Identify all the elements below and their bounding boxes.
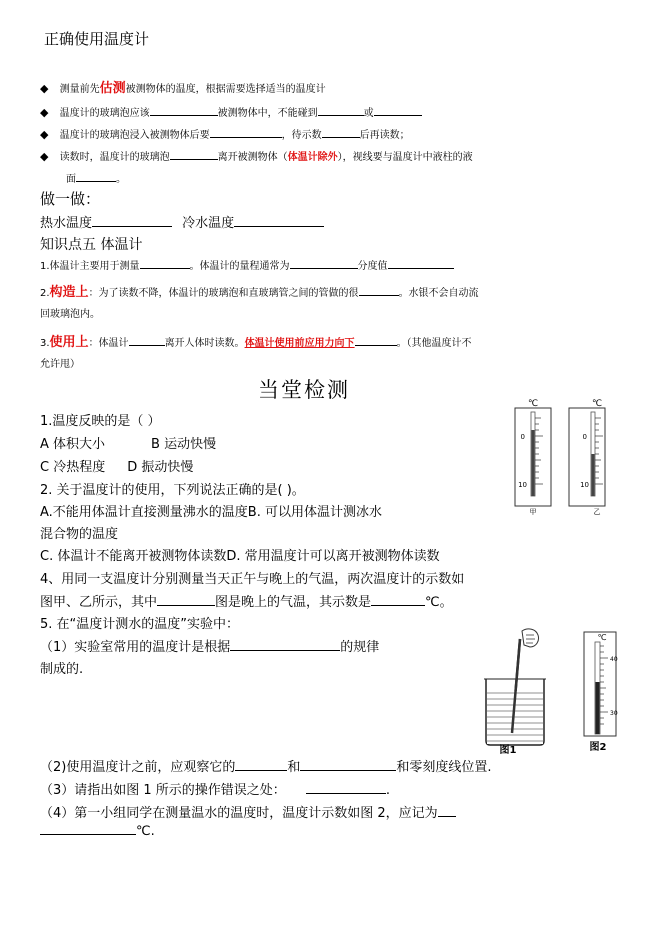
text: ℃. (136, 824, 155, 839)
text: 3. (40, 338, 50, 349)
answer-blank[interactable] (235, 760, 287, 771)
tick-label: 0 (582, 433, 587, 441)
text: 图甲、乙所示，其中 (40, 595, 158, 610)
q5-part-2 (40, 756, 492, 775)
answer-blank[interactable] (210, 127, 282, 138)
answer-blank[interactable] (40, 824, 136, 835)
text: 后再读数； (359, 130, 410, 141)
bullet-4 (40, 148, 473, 163)
answer-blank[interactable] (150, 105, 218, 116)
section-heading: 正确使用温度计 (44, 30, 150, 48)
kp5-line-1 (40, 257, 454, 272)
figure-2-caption: 图2 (589, 742, 607, 753)
text: 的规律 (340, 640, 380, 655)
option-a[interactable]: A 体积大小 (40, 437, 106, 452)
beaker-figure-1 (478, 625, 560, 755)
answer-blank[interactable] (129, 335, 165, 346)
bullet-4-cont (66, 170, 126, 185)
question-2: 2. 关于温度计的使用，下列说法正确的是( )。 (40, 483, 305, 498)
text: ），视线要与温度计中液柱的液 (337, 152, 473, 163)
test-title: 当堂检测 (258, 378, 350, 402)
text: （2)使用温度计之前，应观察它的 (40, 760, 236, 775)
tick-label: 10 (518, 481, 527, 489)
answer-blank[interactable] (374, 105, 422, 116)
kp5-title: 知识点五 体温计 (40, 237, 143, 253)
thermometer-yi (569, 399, 605, 516)
text: （1）实验室常用的温度计是根据 (40, 640, 231, 655)
answer-blank[interactable] (157, 595, 215, 606)
tick-label: 30 (610, 710, 618, 717)
text: 温度计的玻璃泡应该 (59, 108, 150, 119)
text: 冷水温度 (182, 216, 235, 231)
highlight: 估测 (99, 81, 126, 96)
kp5-line-2 (40, 281, 479, 300)
q1-options-ab (40, 433, 216, 452)
kp5-line-3-cont: 允许甩） (40, 359, 80, 370)
option-c[interactable]: C 冷热程度 (40, 460, 106, 475)
bullet-3 (40, 126, 410, 141)
thermometer-figure-2 (578, 628, 628, 754)
bullet-2 (40, 104, 422, 119)
text: 。水银不会自动流 (398, 288, 479, 299)
caption-jia: 甲 (529, 508, 537, 516)
q5-part-3 (40, 779, 390, 798)
text: 分度值 (357, 261, 388, 272)
text: . (385, 783, 390, 798)
highlight: 使用上 (49, 335, 89, 350)
question-4: 4、用同一支温度计分别测量当天正午与晚上的气温，两次温度计的示数如 (40, 572, 465, 587)
tick-label: 10 (580, 481, 589, 489)
highlight: 体温计使用前应用力向下 (244, 338, 355, 349)
thermometers-jia-yi-figure (505, 394, 625, 516)
text: 离开被测物体（ (217, 152, 288, 163)
highlight: 体温计除外 (287, 152, 338, 163)
unit-label: ℃ (527, 399, 539, 409)
q2-option-ab[interactable]: A.不能用体温计直接测量沸水的温度B. 可以用体温计测冰水 (40, 505, 382, 520)
q5-part-1 (40, 636, 379, 655)
highlight: 构造上 (49, 285, 89, 300)
text: ℃。 (425, 595, 453, 610)
unit-label: ℃ (597, 633, 607, 642)
answer-blank[interactable] (322, 127, 360, 138)
answer-blank[interactable] (140, 258, 190, 269)
answer-blank[interactable] (234, 216, 324, 227)
answer-blank[interactable] (438, 806, 456, 817)
answer-blank[interactable] (318, 105, 364, 116)
diamond-bullet-icon: ◆ (40, 82, 49, 95)
text: 图是晚上的气温，其示数是 (215, 595, 372, 610)
answer-blank[interactable] (92, 216, 172, 227)
text: 。体温计的量程通常为 (189, 261, 290, 272)
option-b[interactable]: B 运动快慢 (151, 437, 217, 452)
answer-blank[interactable] (306, 783, 386, 794)
figure-1-caption: 图1 (499, 745, 517, 755)
tick-label: 0 (520, 433, 525, 441)
text: 离开人体时读数。 (164, 338, 245, 349)
text: 和 (287, 760, 301, 775)
answer-blank[interactable] (76, 171, 116, 182)
unit-label: ℃ (591, 399, 603, 409)
text: 2. (40, 288, 50, 299)
text: 和零刻度线位置. (396, 760, 492, 775)
diamond-bullet-icon: ◆ (40, 128, 49, 141)
text: 读数时，温度计的玻璃泡 (59, 152, 170, 163)
text: 被测物体中，不能碰到 (217, 108, 318, 119)
bullet-1 (40, 77, 326, 96)
kp5-line-3 (40, 331, 472, 350)
q2-option-ab-cont: 混合物的温度 (40, 527, 119, 542)
question-4-cont (40, 591, 453, 610)
caption-yi: 乙 (593, 508, 601, 516)
q5-part-1-cont: 制成的. (40, 662, 84, 677)
text: 。 (116, 174, 126, 185)
answer-blank[interactable] (355, 335, 397, 346)
diamond-bullet-icon: ◆ (40, 106, 49, 119)
hand-icon (522, 629, 539, 647)
text: 被测物体的温度，根据需要选择适当的温度计 (125, 84, 326, 95)
text: ：体温计 (88, 338, 129, 349)
tick-label: 40 (610, 656, 618, 663)
q1-options-cd (40, 456, 193, 475)
answer-blank[interactable] (170, 149, 218, 160)
diamond-bullet-icon: ◆ (40, 150, 49, 163)
text: 温度计的玻璃泡浸入被测物体后要 (59, 130, 210, 141)
q5-part-4 (40, 802, 456, 821)
question-5: 5. 在“温度计测水的温度”实验中： (40, 617, 240, 632)
thermometer-jia (515, 399, 551, 516)
text: 测量前先 (59, 84, 100, 95)
q5-part-4-cont (40, 824, 155, 839)
text: ，待示数 (281, 130, 322, 141)
practice-title: 做一做： (40, 190, 101, 208)
option-d[interactable]: D 振动快慢 (127, 460, 194, 475)
answer-blank[interactable] (359, 285, 399, 296)
text: 面 (66, 174, 76, 185)
practice-line (40, 212, 324, 231)
q2-option-cd[interactable]: C. 体温计不能离开被测物体读数D. 常用温度计可以离开被测物体读数 (40, 549, 440, 564)
answer-blank[interactable] (300, 760, 396, 771)
answer-blank[interactable] (230, 640, 340, 651)
answer-blank[interactable] (388, 258, 454, 269)
text: 热水温度 (40, 216, 93, 231)
kp5-line-2-cont: 回玻璃泡内。 (40, 309, 100, 320)
text: （4）第一小组同学在测量温水的温度时，温度计示数如图 2，应记为 (40, 806, 438, 821)
text: 1.体温计主要用于测量 (40, 261, 140, 272)
text: ：为了读数不降，体温计的玻璃泡和直玻璃管之间的管做的很 (88, 288, 359, 299)
text: （3）请指出如图 1 所示的操作错误之处： (40, 783, 286, 798)
text: 。（其他温度计不 (396, 338, 472, 349)
question-1: 1.温度反映的是（ ） (40, 414, 161, 429)
answer-blank[interactable] (290, 258, 358, 269)
text: 或 (363, 108, 374, 119)
answer-blank[interactable] (371, 595, 425, 606)
